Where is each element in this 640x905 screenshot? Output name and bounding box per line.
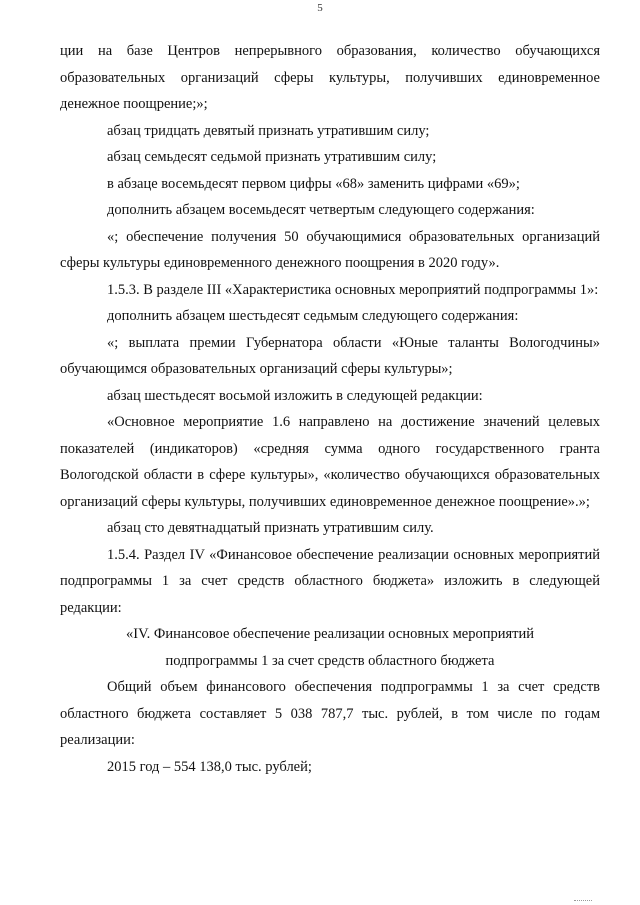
paragraph: Общий объем финансового обеспечения подпрограммы 1 за счет средств областного бюджета составляет 5 038 787,7 тыс. рублей, в том числе по годам реализации: [60,679,600,748]
section-heading-line: «IV. Финансовое обеспечение реализации основных мероприятий [125,626,534,642]
paragraph: дополнить абзацем восемьдесят четвертым следующего содержания: [107,202,535,218]
paragraph: «Основное мероприятие 1.6 направлено на достижение значений целевых показателей (индикаторов) «средняя сумма одного государственного гранта Вологодской области в сфере культуры», «количество обучающихся образовательных организаций сферы культуры, получивших единовременное денежное поощрение».»; [60,414,600,510]
paragraph: абзац семьдесят седьмой признать утратившим силу; [107,149,437,165]
paragraph: дополнить абзацем шестьдесят седьмым следующего содержания: [107,308,519,324]
paragraph: «; выплата премии Губернатора области «Юные таланты Вологодчины» обучающимся образовательных организаций сферы культуры»; [60,334,600,377]
paragraph: 1.5.3. В разделе III «Характеристика основных мероприятий подпрограммы 1»: [107,281,599,298]
document-body [60,38,600,780]
scan-artifact [574,897,592,901]
paragraph: ции на базе Центров непрерывного образования, количество обучающихся образовательных организаций сферы культуры, получивших единовременное денежное поощрение;»; [60,43,600,112]
paragraph: абзац тридцать девятый признать утратившим силу; [107,122,430,139]
paragraph: абзац шестьдесят восьмой изложить в следующей редакции: [107,387,483,404]
section-heading-line: подпрограммы 1 за счет средств областного бюджета [165,652,495,669]
paragraph: 2015 год – 554 138,0 тыс. рублей; [107,758,312,775]
page-number: 5 [317,2,323,14]
paragraph: «; обеспечение получения 50 обучающимися образовательных организаций сферы культуры единовременного денежного поощрения в 2020 году». [60,228,600,271]
paragraph: 1.5.4. Раздел IV «Финансовое обеспечение реализации основных мероприятий подпрограммы 1 за счет средств областного бюджета» изложить в следующей редакции: [60,546,600,616]
paragraph: в абзаце восемьдесят первом цифры «68» заменить цифрами «69»; [107,175,520,192]
paragraph: абзац сто девятнадцатый признать утратившим силу. [107,520,434,536]
